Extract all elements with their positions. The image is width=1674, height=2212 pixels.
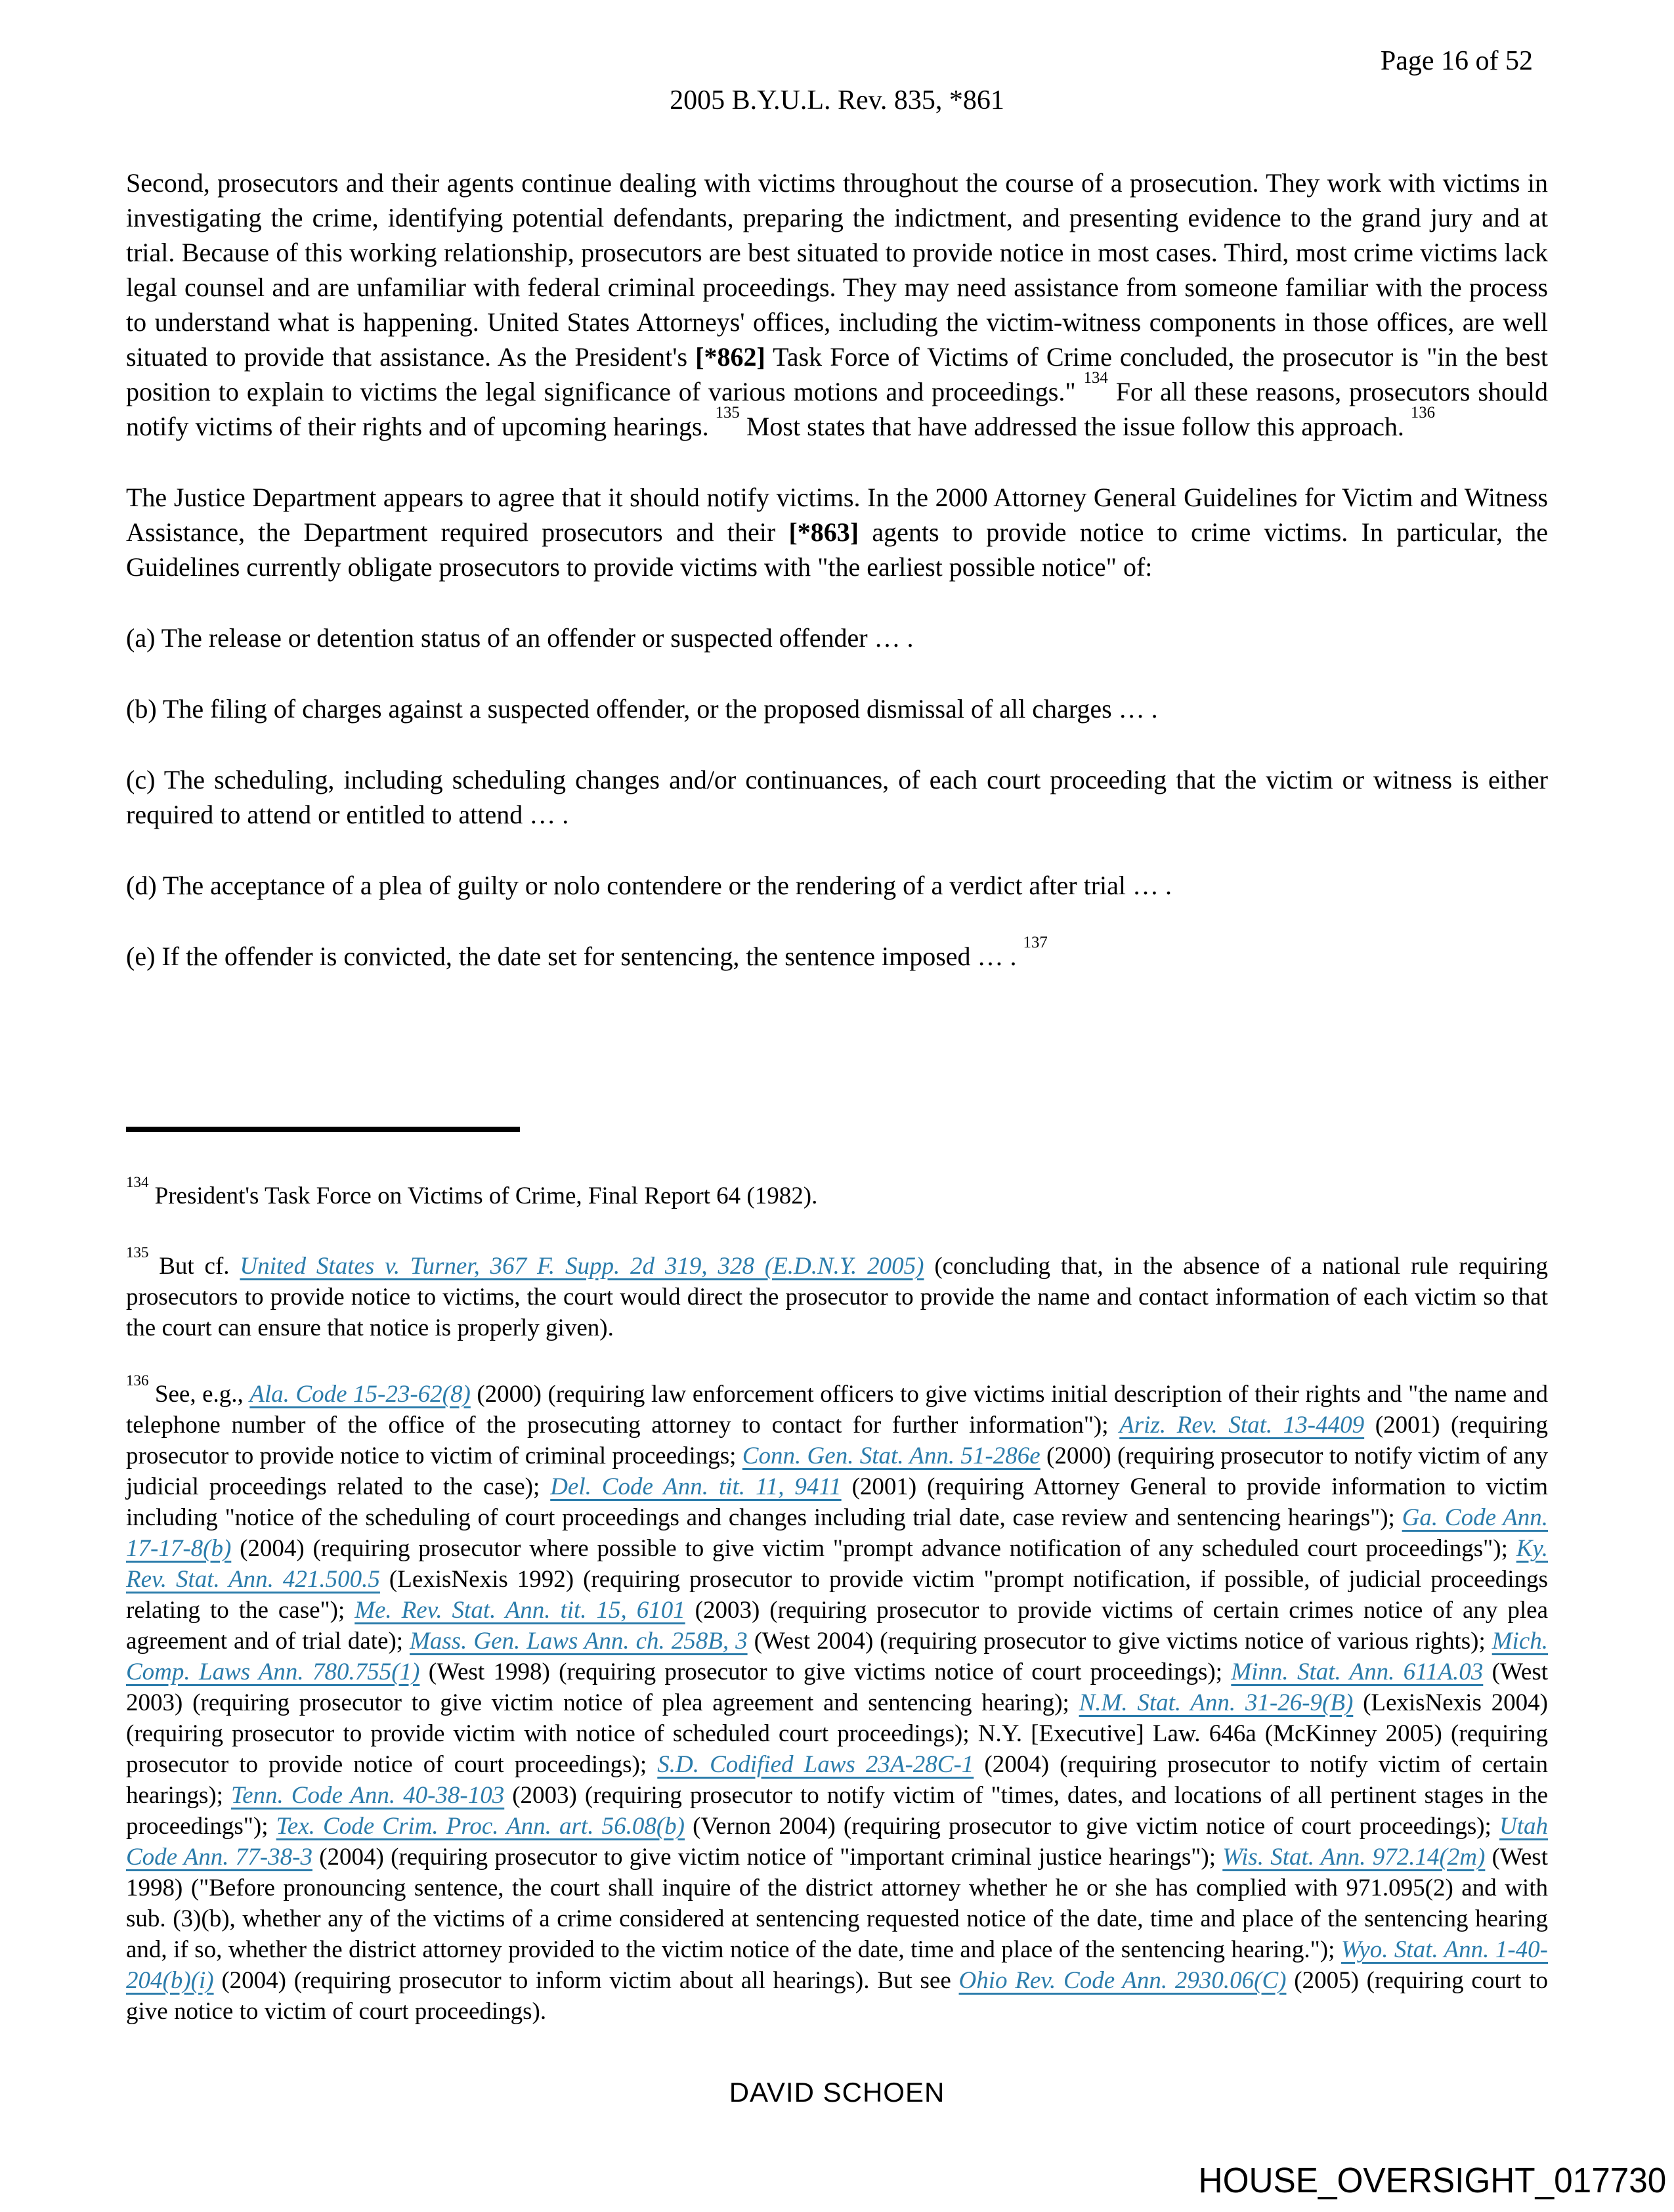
footnote-ref: 134 (1083, 369, 1108, 387)
text-segment: (LexisNexis 1992) (requiring prosecutor to provide victim "prompt notification, if possible, of judicial proceedings relating to the case"); (126, 1566, 1548, 1624)
text-segment: (2004) (requiring prosecutor to notify victim of certain hearings); (126, 1751, 1548, 1809)
document-body (126, 165, 1548, 974)
footnote-134 (126, 1174, 1548, 1211)
text-segment: For all these reasons, prosecutors should notify victims of their rights and of upcoming hearings. (126, 377, 1548, 441)
citation-link[interactable]: Del. Code Ann. tit. 11, 9411 (550, 1473, 842, 1500)
page-break-marker: [*862] (695, 342, 765, 372)
text-segment: The Justice Department appears to agree that it should notify victims. In the 2000 Attorney General Guidelines for Victim and Witness Assistance, the Department required prosecutors and their (126, 483, 1548, 547)
citation-header: 2005 B.Y.U.L. Rev. 835, *861 (670, 85, 1004, 116)
footnote-136 (126, 1372, 1549, 2027)
text-segment: (2004) (requiring prosecutor to give victim notice of "important criminal justice hearings"); (312, 1844, 1223, 1871)
text-segment: (2001) (requiring prosecutor to provide notice to victim of criminal proceedings; (126, 1412, 1549, 1469)
text-segment: (e) If the offender is convicted, the date set for sentencing, the sentence imposed … . (126, 942, 1023, 971)
citation-link[interactable]: Minn. Stat. Ann. 611A.03 (1231, 1659, 1484, 1685)
text-segment: (concluding that, in the absence of a national rule requiring prosecutors to provide notice to victims, the court would direct the prosecutor to provide the name and contact information of each victim so that the court can ensure that notice is properly given). (126, 1253, 1549, 1341)
footnote-ref: 136 (126, 1372, 149, 1389)
text-segment: (2004) (requiring prosecutor where possible to give victim "prompt advance notification of any scheduled court proceedings"); (231, 1535, 1516, 1562)
body-paragraph-1 (126, 165, 1548, 444)
text-segment: (West 1998) (requiring prosecutor to give victims notice of court proceedings); (419, 1659, 1232, 1685)
text-segment: (d) The acceptance of a plea of guilty or nolo contendere or the rendering of a verdict after trial … . (126, 871, 1172, 900)
citation-link[interactable]: Ky. Rev. Stat. Ann. 421.500.5 (126, 1535, 1548, 1593)
footnote-separator (126, 1127, 520, 1132)
list-item-b (126, 691, 1548, 726)
citation-link[interactable]: United States v. Turner, 367 F. Supp. 2d 319, 328 (E.D.N.Y. 2005) (240, 1253, 924, 1280)
citation-link[interactable]: Tex. Code Crim. Proc. Ann. art. 56.08(b) (276, 1813, 685, 1840)
text-segment: Most states that have addressed the issue follow this approach. (739, 412, 1411, 441)
citation-link[interactable]: Ohio Rev. Code Ann. 2930.06(C) (958, 1967, 1287, 1994)
citation-link[interactable]: Conn. Gen. Stat. Ann. 51-286e (742, 1442, 1041, 1469)
page-break-marker: [*863] (788, 517, 859, 547)
citation-link[interactable]: Wis. Stat. Ann. 972.14(2m) (1222, 1844, 1486, 1871)
text-segment: (LexisNexis 2004) (requiring prosecutor to provide victim with notice of scheduled court proceedings); N.Y. [Executive] Law. 646a (McKinney 2005) (requiring prosecutor to provide notice of court proceedings); (126, 1689, 1549, 1778)
citation-link[interactable]: Mich. Comp. Laws Ann. 780.755(1) (126, 1628, 1548, 1685)
citation-link[interactable]: Ala. Code 15-23-62(8) (249, 1381, 471, 1408)
document-author: DAVID SCHOEN (729, 2077, 945, 2108)
citation-link[interactable]: Wyo. Stat. Ann. 1-40-204(b)(i) (126, 1936, 1549, 1994)
text-segment: (c) The scheduling, including scheduling changes and/or continuances, of each court proceeding that the victim or witness is either required to attend or entitled to attend … . (126, 765, 1548, 829)
footnote-ref: 137 (1023, 934, 1048, 952)
text-segment: Task Force of Victims of Crime concluded, the prosecutor is "in the best position to explain to victims the legal significance of various motions and proceedings." (126, 342, 1548, 406)
citation-link[interactable]: Tenn. Code Ann. 40-38-103 (230, 1782, 505, 1809)
text-segment: (2000) (requiring law enforcement officers to give victims initial description of their rights and "the name and telephone number of the office of the prosecuting attorney to contact for further information"); (126, 1381, 1548, 1439)
text-segment: (2003) (requiring prosecutor to provide victims of certain crimes notice of any plea agreement and of trial date); (126, 1597, 1548, 1655)
text-segment: (Vernon 2004) (requiring prosecutor to give victim notice of court proceedings); (685, 1813, 1499, 1840)
footnote-135 (126, 1244, 1549, 1343)
citation-link[interactable]: Ariz. Rev. Stat. 13-4409 (1119, 1412, 1365, 1439)
text-segment: (2003) (requiring prosecutor to notify victim of "times, dates, and locations of all pertinent stages in the proceedings"); (126, 1782, 1548, 1840)
footnote-ref: 135 (126, 1244, 149, 1261)
list-item-e (126, 934, 1548, 974)
text-segment: But cf. (148, 1253, 240, 1280)
footnote-section (126, 1127, 1548, 2027)
text-segment: (a) The release or detention status of an offender or suspected offender … . (126, 623, 914, 653)
text-segment: (West 1998) ("Before pronouncing sentence, the court shall inquire of the district attorney whether he or she has complied with 971.095(2) and with sub. (3)(b), whether any of the victims of a crime considered at sentencing requested notice of the date, time and place of the sentencing hearing and, if so, whether the district attorney provided to the victim notice of the date, time and place of the sentencing hearing."); (126, 1844, 1548, 1963)
text-segment: agents to provide notice to crime victims. In particular, the Guidelines currently obligate prosecutors to provide victims with "the earliest possible notice" of: (126, 517, 1548, 582)
citation-link[interactable]: Ga. Code Ann. 17-17-8(b) (126, 1504, 1548, 1562)
citation-link[interactable]: Mass. Gen. Laws Ann. ch. 258B, 3 (410, 1628, 748, 1655)
text-segment: (West 2003) (requiring prosecutor to give victim notice of plea agreement and sentencing hearing); (126, 1659, 1549, 1716)
text-segment: (2005) (requiring court to give notice to victim of court proceedings). (126, 1967, 1548, 2025)
list-item-d (126, 868, 1548, 903)
citation-link[interactable]: S.D. Codified Laws 23A-28C-1 (657, 1751, 974, 1778)
text-segment: (West 2004) (requiring prosecutor to give victims notice of various rights); (747, 1628, 1492, 1655)
text-segment: Second, prosecutors and their agents continue dealing with victims throughout the course of a prosecution. They work with victims in investigating the crime, identifying potential defendants, preparing the indictment, and presenting evidence to the grand jury and at trial. Because of this working relationship, prosecutors are best situated to provide notice in most cases. Third, most crime victims lack legal counsel and are unfamiliar with federal criminal proceedings. They may need assistance from someone familiar with the process to understand what is happening. United States Attorneys' offices, including the victim-witness components in those offices, are well situated to provide that assistance. As the President's (126, 168, 1548, 372)
text-segment: (b) The filing of charges against a suspected offender, or the proposed dismissal of all charges … . (126, 694, 1158, 724)
citation-link[interactable]: Me. Rev. Stat. Ann. tit. 15, 6101 (354, 1597, 685, 1624)
footnote-ref: 134 (126, 1174, 149, 1191)
text-segment: (2001) (requiring Attorney General to provide information to victim including "notice of the scheduling of court proceedings and changes including trial date, case review and sentencing hearings"); (126, 1473, 1548, 1531)
page-indicator: Page 16 of 52 (1380, 46, 1533, 76)
footnote-ref: 136 (1410, 404, 1436, 422)
footnote-ref: 135 (715, 404, 740, 422)
text-segment: (2000) (requiring prosecutor to notify victim of any judicial proceedings related to the case); (126, 1442, 1548, 1500)
text-segment: (2004) (requiring prosecutor to inform victim about all hearings). But see (213, 1967, 959, 1994)
citation-link[interactable]: N.M. Stat. Ann. 31-26-9(B) (1079, 1689, 1354, 1716)
body-paragraph-2 (126, 480, 1548, 584)
list-item-c (126, 762, 1548, 832)
list-item-a (126, 620, 1548, 655)
bates-number: HOUSE_OVERSIGHT_017730 (1198, 2161, 1666, 2200)
text-segment: See, e.g., (148, 1381, 250, 1408)
text-segment: President's Task Force on Victims of Crime, Final Report 64 (1982). (148, 1182, 818, 1209)
citation-link[interactable]: Utah Code Ann. 77-38-3 (126, 1813, 1548, 1871)
